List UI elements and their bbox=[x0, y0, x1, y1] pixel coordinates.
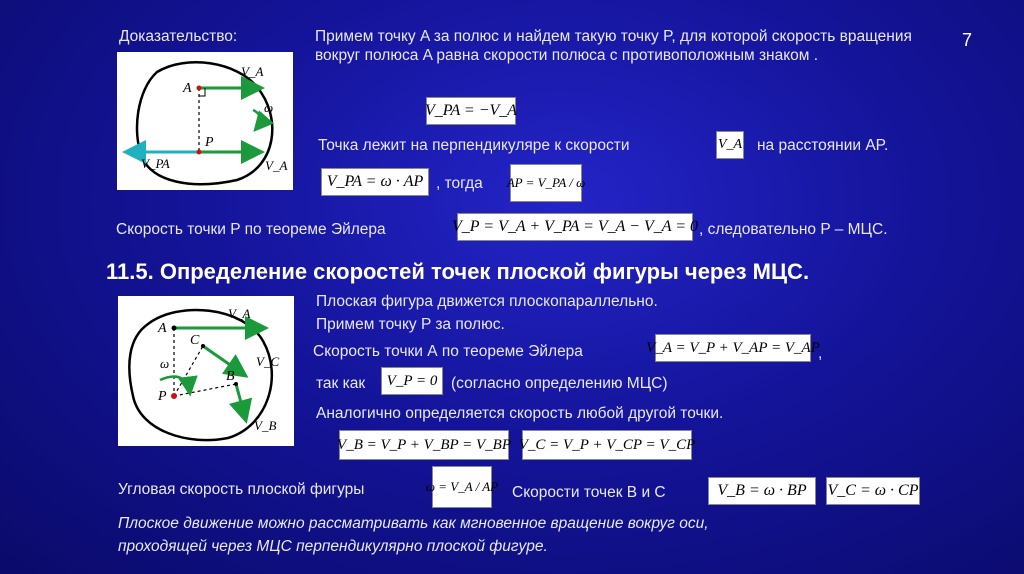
euler-text: Скорость точки P по теореме Эйлера bbox=[116, 221, 386, 238]
vc-arrow bbox=[203, 346, 246, 376]
angular-text: Угловая скорость плоской фигуры bbox=[118, 481, 365, 498]
label-omega-2: ω bbox=[160, 356, 170, 371]
formula-vc-text: V_C = V_P + V_CP = V_CP bbox=[518, 436, 696, 453]
label-omega: ω bbox=[264, 100, 274, 115]
formula-vpa-text: V_PA = −V_A bbox=[424, 102, 518, 119]
comma-text: , bbox=[818, 345, 823, 362]
plane-motion-text: Плоская фигура движется плоскопараллельно. bbox=[316, 293, 658, 310]
intro-text: Примем точку A за полюс и найдем такую точку P, для которой скорость вращения вокруг полюса A равна скорости полюса с противоположным знаком . bbox=[315, 28, 912, 64]
section-heading: 11.5. Определение скоростей точек плоской фигуры через МЦС. bbox=[106, 259, 810, 284]
label-vb: V_B bbox=[254, 418, 277, 433]
formula-euler-text: V_P = V_A + V_PA = V_A − V_A = 0 bbox=[452, 218, 698, 235]
formula-vp0 bbox=[381, 367, 443, 395]
point-p-2 bbox=[171, 393, 177, 399]
label-c: C bbox=[190, 333, 200, 348]
figure-icv-svg bbox=[118, 296, 294, 446]
label-va-2: V_A bbox=[228, 306, 251, 321]
consequently-text: , следовательно P – МЦС. bbox=[699, 221, 888, 238]
label-vc: V_C bbox=[256, 354, 280, 369]
point-a-2 bbox=[172, 326, 177, 331]
conclusion-line2: проходящей через МЦС перпендикулярно плоской фигуре. bbox=[118, 538, 548, 555]
formula-va-text: V_A bbox=[717, 137, 743, 152]
formula-vc-omega-text: V_C = ω · CP bbox=[827, 482, 919, 499]
formula-vpa-omega-text: V_PA = ω · AP bbox=[326, 173, 424, 190]
formula-omega bbox=[425, 466, 499, 508]
figure-pole-a-svg bbox=[117, 52, 293, 190]
formula-va-euler-text: V_A = V_P + V_AP = V_AP bbox=[646, 339, 820, 356]
formula-vb-omega-text: V_B = ω · BP bbox=[717, 482, 807, 499]
formula-ap bbox=[506, 164, 586, 202]
point-a bbox=[197, 86, 202, 91]
proof-label: Доказательство: bbox=[119, 28, 238, 45]
point-lies-text: Точка лежит на перпендикуляре к скорости bbox=[318, 137, 630, 154]
by-definition-text: (согласно определению МЦС) bbox=[451, 375, 668, 392]
label-p: P bbox=[205, 135, 214, 150]
formula-vpa bbox=[426, 97, 516, 125]
since-text: так как bbox=[316, 375, 366, 392]
label-va-bottom: V_A bbox=[265, 158, 288, 173]
formula-vc-omega bbox=[826, 477, 920, 505]
formula-vb-omega bbox=[708, 477, 816, 505]
point-p bbox=[197, 150, 202, 155]
pole-text: Примем точку P за полюс. bbox=[316, 316, 505, 333]
label-a-2: A bbox=[158, 321, 167, 336]
label-va-top: V_A bbox=[241, 64, 264, 79]
label-vpa: V_PA bbox=[141, 156, 170, 171]
formula-vb-text: V_B = V_P + V_BP = V_BP bbox=[337, 436, 511, 453]
formula-vb bbox=[339, 430, 509, 460]
label-a: A bbox=[183, 81, 192, 96]
label-b: B bbox=[226, 369, 235, 384]
formula-ap-text: AP = V_PA / ω bbox=[506, 175, 586, 190]
vb-arrow bbox=[236, 384, 246, 421]
speed-a-text: Скорость точки А по теореме Эйлера bbox=[313, 343, 583, 360]
label-p-2: P bbox=[158, 389, 167, 404]
formula-va bbox=[716, 131, 744, 159]
formula-vc bbox=[518, 430, 696, 460]
page-number: 7 bbox=[962, 30, 973, 50]
formula-vp0-text: V_P = 0 bbox=[386, 372, 438, 389]
distance-text: на расстоянии AP. bbox=[757, 137, 889, 154]
similarly-text: Аналогично определяется скорость любой другой точки. bbox=[316, 405, 724, 422]
then-text: , тогда bbox=[436, 175, 483, 192]
formula-vpa-omega bbox=[321, 168, 429, 196]
formula-euler bbox=[452, 213, 698, 241]
figure-icv bbox=[118, 296, 294, 446]
figure-pole-a bbox=[117, 52, 293, 190]
omega-arrow bbox=[253, 110, 260, 130]
speeds-bc-text: Скорости точек B и C bbox=[512, 484, 666, 501]
conclusion-line1: Плоское движение можно рассматривать как мгновенное вращение вокруг оси, bbox=[118, 515, 709, 532]
formula-va-euler bbox=[646, 334, 820, 362]
formula-omega-text: ω = V_A / AP bbox=[425, 479, 499, 494]
